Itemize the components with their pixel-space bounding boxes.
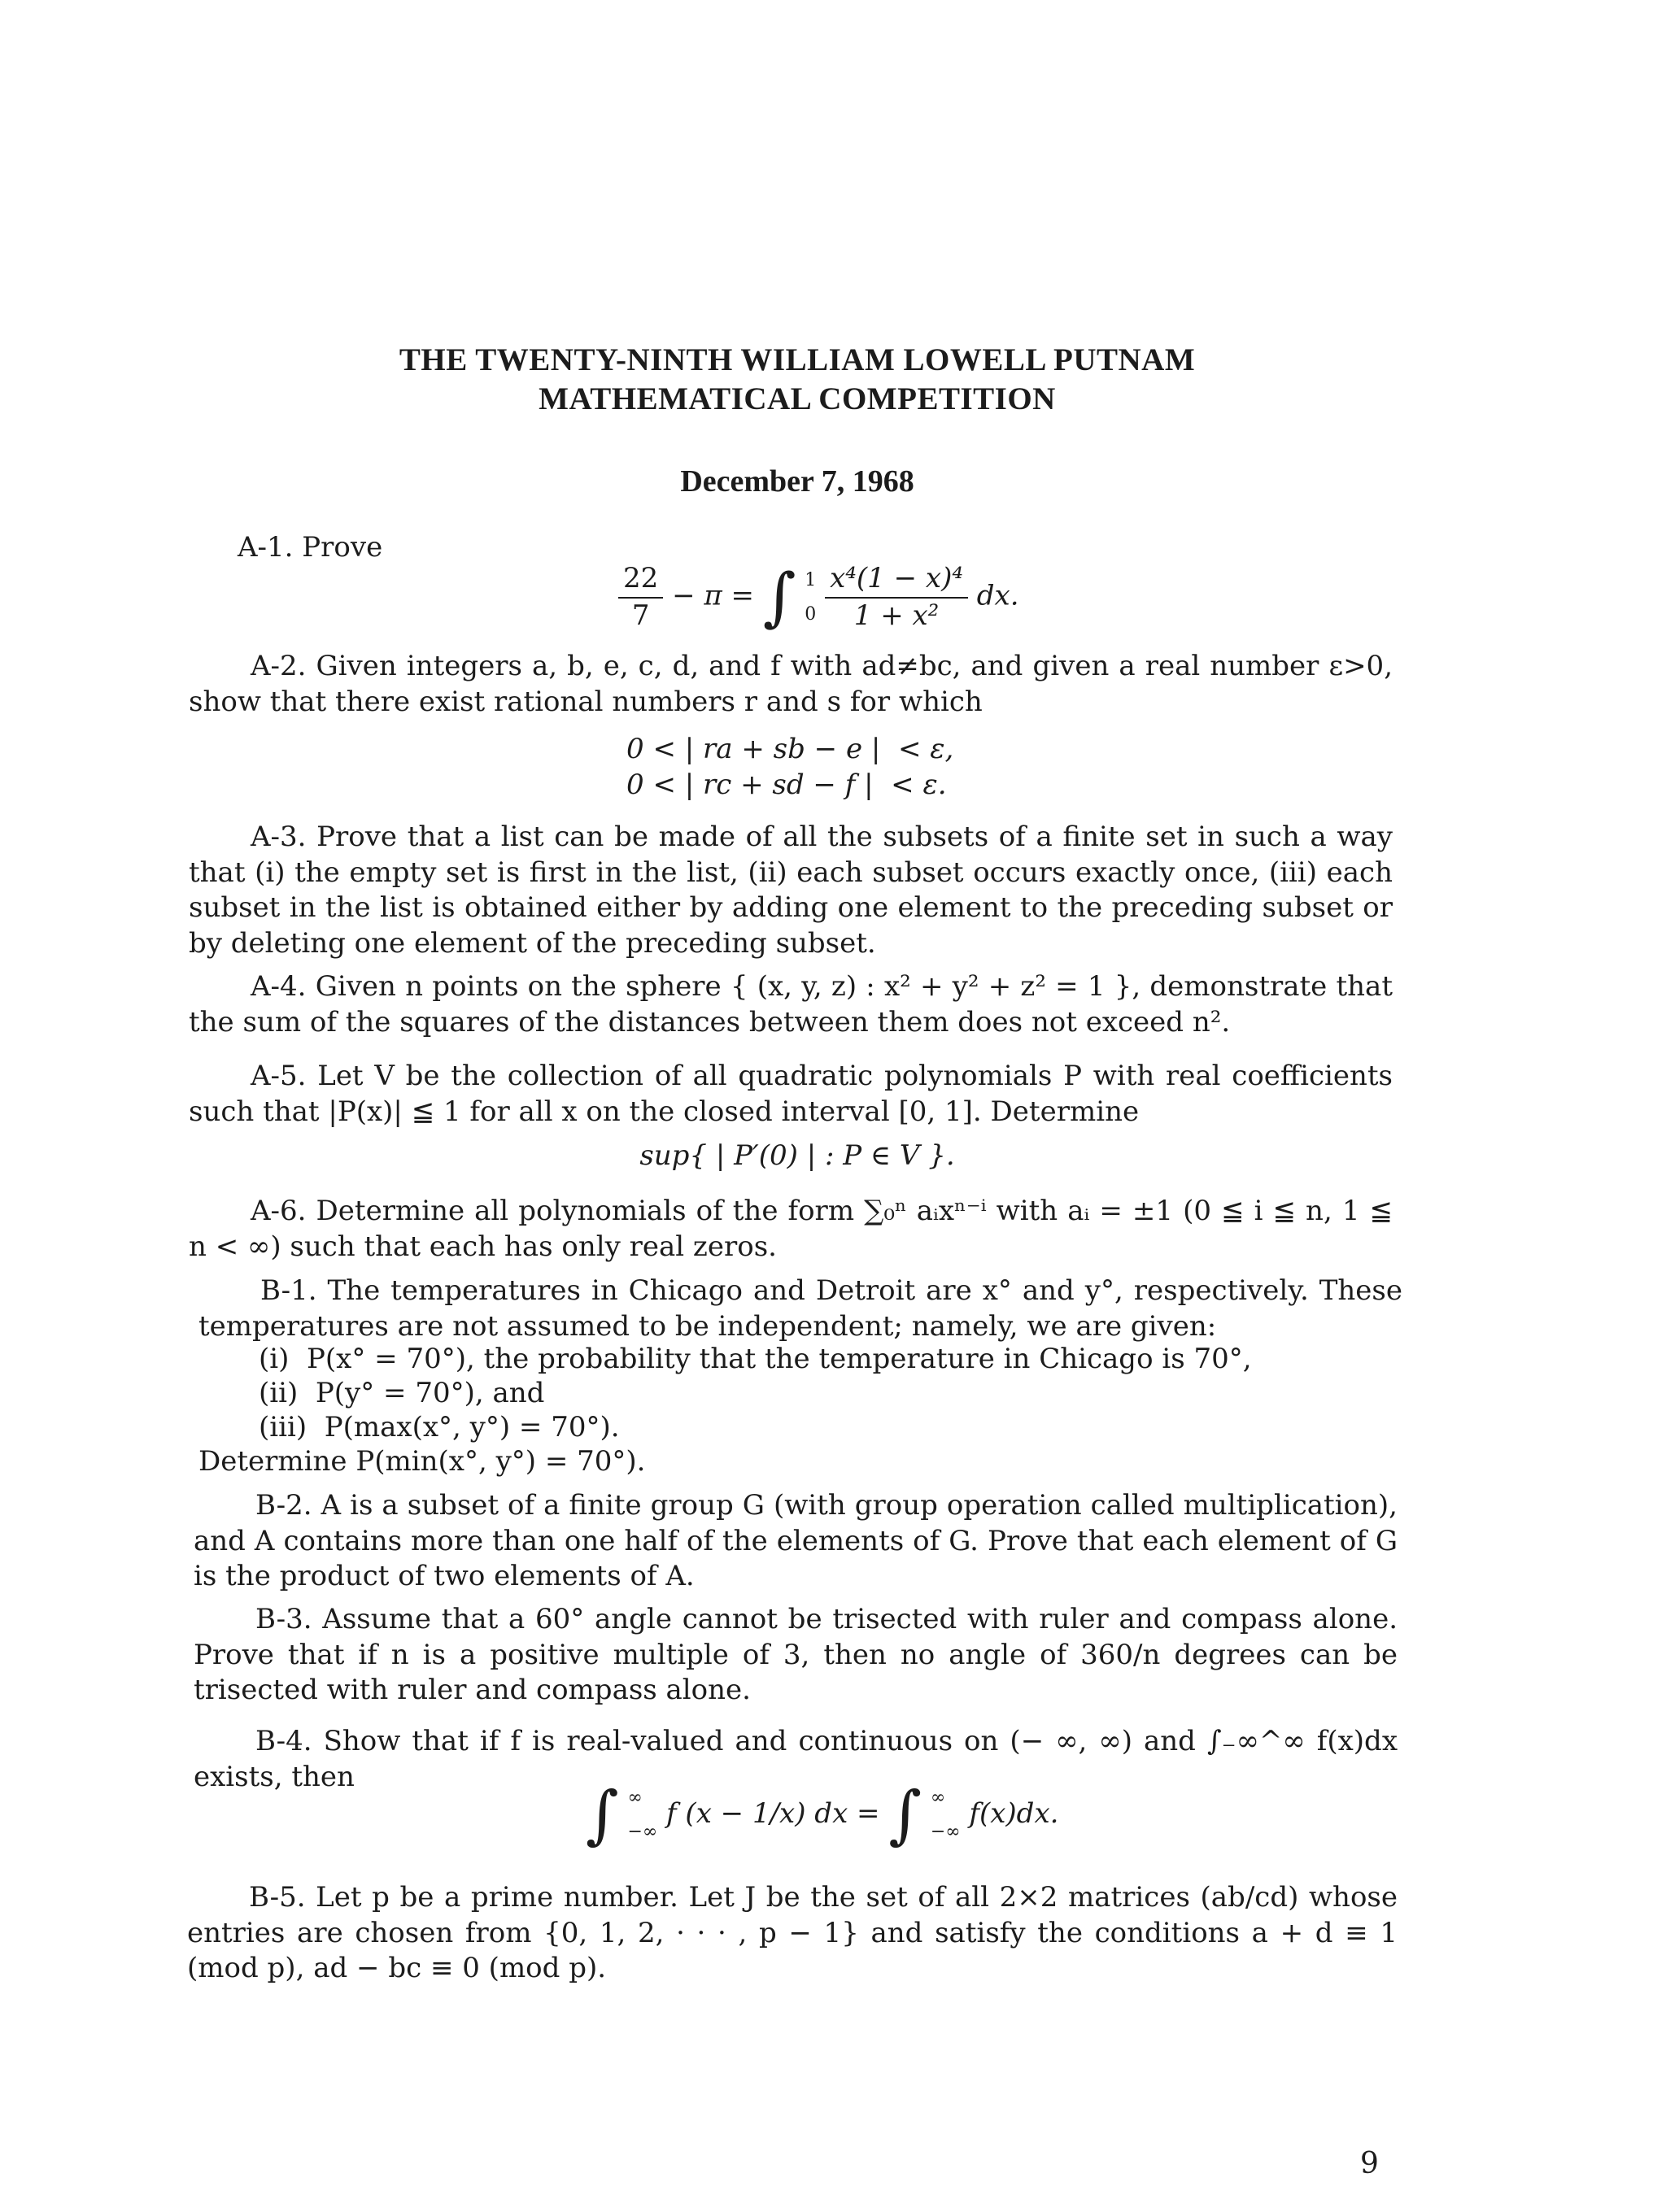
problem-b4-equation: [586, 1778, 1059, 1852]
problem-a2-text: A-2. Given integers a, b, e, c, d, and f with ad≠bc, and given a real number ε>0, show that there exist rational numbers r and s for which: [189, 650, 1393, 718]
integral-sign-left: ∫: [586, 1778, 619, 1852]
problem-a3: [189, 820, 1393, 961]
title-line-2: MATHEMATICAL COMPETITION: [539, 381, 1056, 416]
problem-a5-eq: sup{ | P′(0) | : P ∈ V }.: [639, 1139, 955, 1172]
problem-a6: [189, 1194, 1393, 1265]
integral-sign-right: ∫: [888, 1778, 922, 1852]
problem-a4-text: A-4. Given n points on the sphere { (x, y, z) : x² + y² + z² = 1 }, demonstrate that the sum of the squares of the distances between them does not exceed n².: [189, 970, 1393, 1039]
problem-a1-text: A-1. Prove: [238, 531, 383, 564]
problem-b1-item3: (iii) P(max(x°, y°) = 70°).: [259, 1411, 620, 1443]
eq-a1-end: dx.: [976, 579, 1019, 612]
title-line-1: THE TWENTY-NINTH WILLIAM LOWELL PUTNAM: [399, 342, 1196, 377]
problem-b3-text: B-3. Assume that a 60° angle cannot be trisected with ruler and compass alone. Prove that if n is a positive multiple of 3, then no angle of 360/n degrees can be trisected with ruler and compass alone.: [194, 1603, 1398, 1707]
problem-a3-text: A-3. Prove that a list can be made of all the subsets of a finite set in such a way that (i) the empty set is first in the list, (ii) each subset occurs exactly once, (iii) each subset in the list is obtained either by adding one element to the preceding subset or by deleting one element of the preceding subset.: [189, 821, 1393, 960]
eq-b4-upper-left: ∞: [627, 1787, 643, 1808]
problem-b1-item2: (ii) P(y° = 70°), and: [259, 1377, 545, 1409]
problem-b2-text: B-2. A is a subset of a finite group G (with group operation called multiplication), and A contains more than one half of the elements of G. Prove that each element of G is the product of two elements of A.: [194, 1489, 1398, 1593]
competition-date: December 7, 1968: [680, 464, 914, 499]
eq-a1-den-left: 7: [631, 599, 650, 632]
page-number: 9: [1360, 2147, 1379, 2180]
integral-sign: ∫: [762, 560, 796, 634]
eq-b4-lower-right: −∞: [930, 1821, 961, 1842]
problem-b5: [187, 1880, 1398, 1987]
eq-a1-upper: 1: [805, 569, 817, 590]
problem-a5: [189, 1059, 1393, 1130]
eq-a1-num-left: 22: [618, 561, 663, 599]
eq-b4-upper-right: ∞: [930, 1787, 946, 1808]
problem-a1-equation: [618, 561, 1019, 634]
problem-a5-text: A-5. Let V be the collection of all quadratic polynomials P with real coefficients such that |P(x)| ≦ 1 for all x on the closed interval [0, 1]. Determine: [189, 1060, 1393, 1128]
problem-b2: [194, 1488, 1398, 1595]
problem-b1-item1: (i) P(x° = 70°), the probability that the temperature in Chicago is 70°,: [259, 1343, 1252, 1375]
eq-b4-left: f (x − 1/x) dx =: [666, 1796, 880, 1830]
eq-a1-num: x⁴(1 − x)⁴: [825, 561, 968, 599]
eq-a1-den: 1 + x²: [853, 599, 940, 632]
problem-a4: [189, 969, 1393, 1040]
problem-a2: [189, 649, 1393, 720]
eq-b4-right: f(x)dx.: [969, 1796, 1059, 1830]
problem-b3: [194, 1602, 1398, 1709]
problem-a6-text: A-6. Determine all polynomials of the form ∑₀ⁿ aᵢxⁿ⁻ⁱ with aᵢ = ±1 (0 ≦ i ≦ n, 1 ≦ n < ∞) such that each has only real zeros.: [189, 1195, 1393, 1263]
eq-b4-lower-left: −∞: [627, 1821, 658, 1842]
problem-b4-text: B-4. Show that if f is real-valued and continuous on (− ∞, ∞) and ∫₋∞^∞ f(x)dx exists, then: [194, 1725, 1398, 1793]
eq-a1-mid: − π =: [672, 579, 755, 612]
problem-b1-text: B-1. The temperatures in Chicago and Detroit are x° and y°, respectively. These temperatures are not assumed to be independent; namely, we are given:: [198, 1274, 1402, 1343]
problem-b5-text: B-5. Let p be a prime number. Let J be the set of all 2×2 matrices (ab/cd) whose entries are chosen from {0, 1, 2, · · · , p − 1} and satisfy the conditions a + d ≡ 1 (mod p), ad − bc ≡ 0 (mod p).: [187, 1881, 1398, 1985]
problem-b1-last: Determine P(min(x°, y°) = 70°).: [198, 1445, 646, 1478]
problem-a2-eq1: 0 < | ra + sb − e | < ε,: [626, 733, 954, 765]
problem-a2-eq2: 0 < | rc + sd − f | < ε.: [626, 769, 947, 801]
eq-a1-lower: 0: [805, 603, 817, 625]
problem-b1: [198, 1274, 1402, 1344]
